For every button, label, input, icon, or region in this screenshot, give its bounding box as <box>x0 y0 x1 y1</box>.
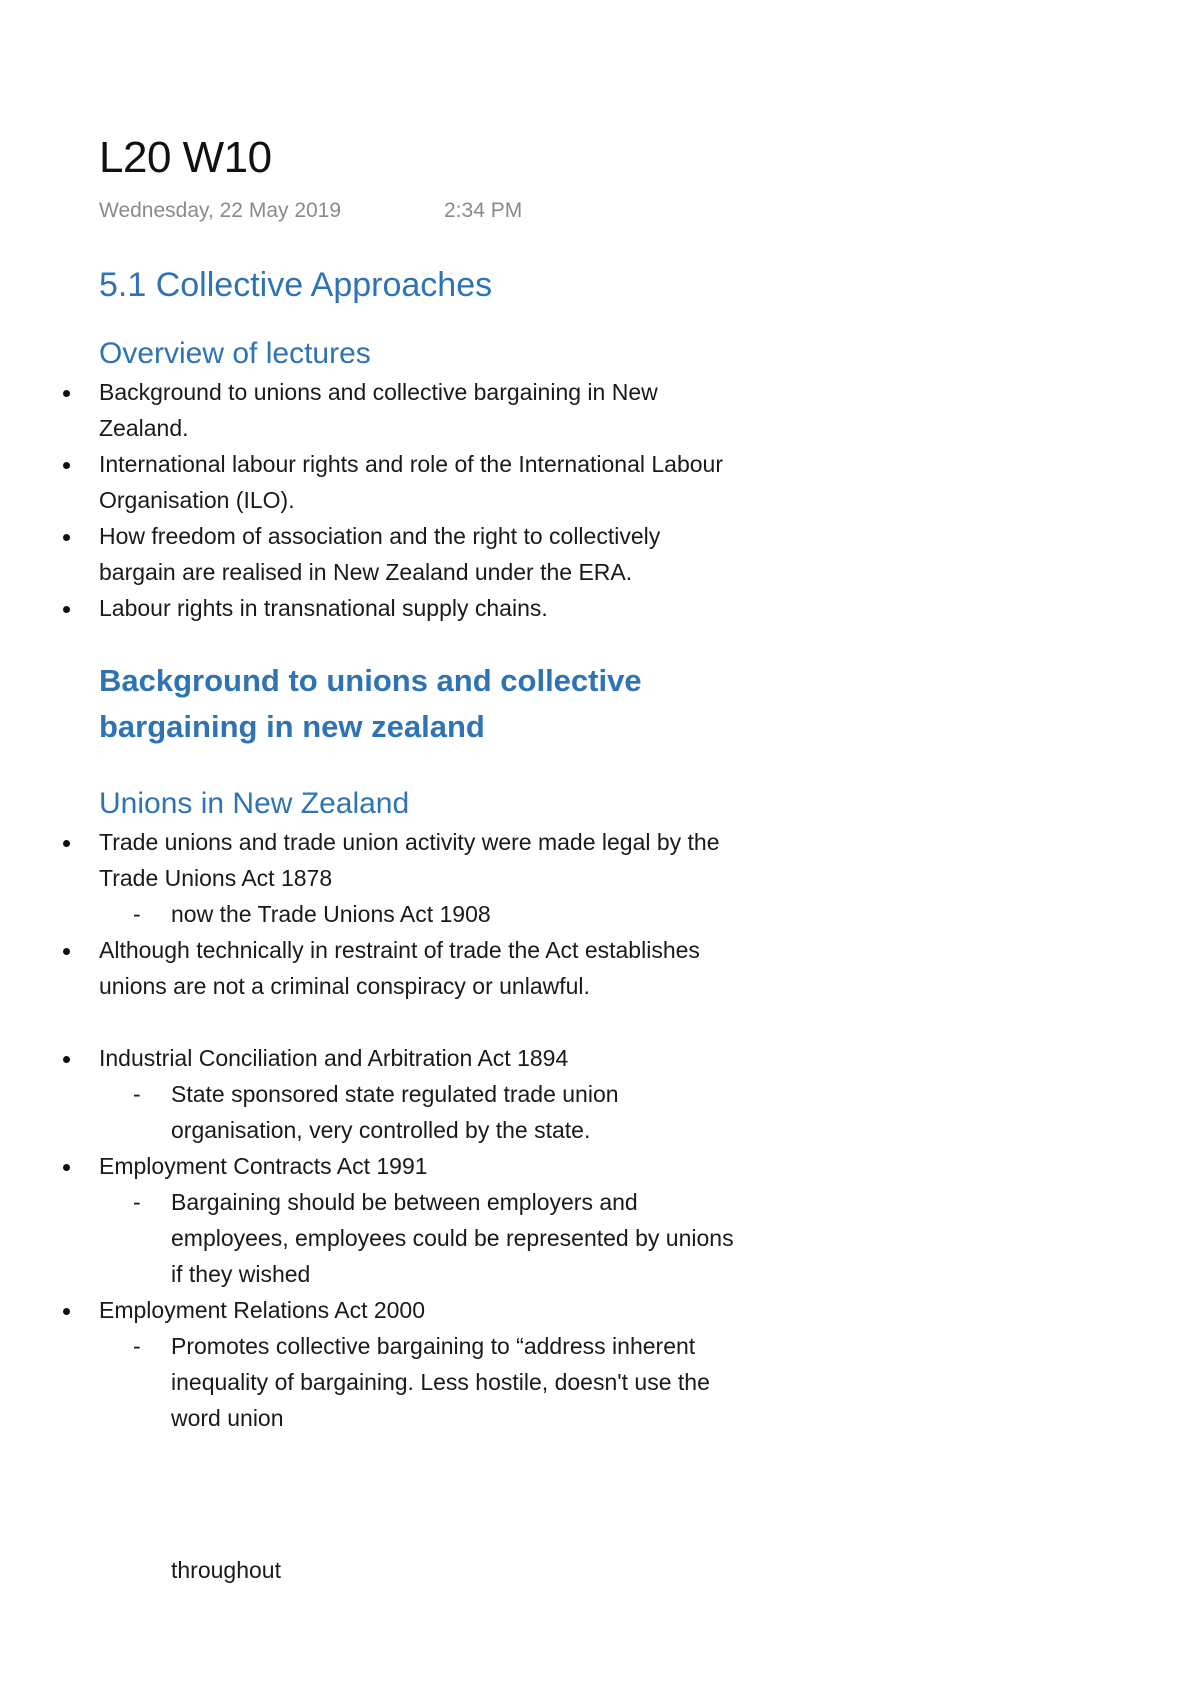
list-item <box>99 1148 739 1292</box>
sub-list-item-text: now the Trade Unions Act 1908 <box>171 901 491 927</box>
list-item-text: Employment Relations Act 2000 <box>99 1297 426 1323</box>
note-timestamp <box>99 196 739 226</box>
overview-list <box>99 374 739 626</box>
sub-list <box>99 896 739 932</box>
bullet-icon <box>63 1308 70 1315</box>
list-item-text: Industrial Conciliation and Arbitration Act 1894 <box>99 1045 569 1071</box>
list-item <box>99 446 739 518</box>
sub-list-item: - now the Trade Unions Act 1908 <box>133 901 491 927</box>
list-item <box>99 1292 739 1436</box>
bullet-icon <box>63 948 70 955</box>
list-item <box>99 932 739 1004</box>
list-item-text: Although technically in restraint of trade the Act establishes unions are not a criminal conspiracy or unlawful. <box>99 937 700 999</box>
subheading-unions: Unions in New Zealand <box>99 787 410 820</box>
cut-off-text: throughout <box>171 1557 281 1583</box>
bullet-icon <box>63 840 70 847</box>
note-page <box>99 130 739 1436</box>
list-item-text: Trade unions and trade union activity were made legal by the Trade Unions Act 1878 <box>99 829 720 891</box>
section-heading-background: Background to unions and collective bargaining in new zealand <box>99 663 642 744</box>
sub-list <box>99 1328 739 1436</box>
section-heading-collective-approaches: 5.1 Collective Approaches <box>99 266 493 304</box>
bullet-icon <box>63 462 70 469</box>
subheading-overview: Overview of lectures <box>99 337 371 370</box>
list-item <box>99 590 739 626</box>
sub-list-item-text: State sponsored state regulated trade union organisation, very controlled by the state. <box>171 1081 619 1143</box>
list-item-text: Labour rights in transnational supply chains. <box>99 595 548 621</box>
bullet-icon <box>63 390 70 397</box>
sub-list-item: - Promotes collective bargaining to “address inherent inequality of bargaining. Less hostile, doesn't use the word union <box>133 1333 710 1431</box>
bullet-icon <box>63 1056 70 1063</box>
page-title: L20 W10 <box>99 133 272 182</box>
list-item-text: International labour rights and role of the International Labour Organisation (ILO). <box>99 451 723 513</box>
note-time: 2:34 PM <box>444 199 523 222</box>
sub-list-item: - State sponsored state regulated trade union organisation, very controlled by the state. <box>133 1081 619 1143</box>
sub-list <box>99 1076 739 1148</box>
unions-list <box>99 824 739 1004</box>
list-item-text: Background to unions and collective bargaining in New Zealand. <box>99 379 658 441</box>
list-item <box>99 824 739 932</box>
list-item-text: How freedom of association and the right to collectively bargain are realised in New Zealand under the ERA. <box>99 523 661 585</box>
sub-list-item-text: Bargaining should be between employers and employees, employees could be represented by unions if they wished <box>171 1189 734 1287</box>
list-item-text: Employment Contracts Act 1991 <box>99 1153 428 1179</box>
sub-list-item-text: Promotes collective bargaining to “address inherent inequality of bargaining. Less hostile, doesn't use the word union <box>171 1333 710 1431</box>
bullet-icon <box>63 1164 70 1171</box>
acts-list <box>99 1040 739 1436</box>
list-item <box>99 374 739 446</box>
sub-list <box>99 1184 739 1292</box>
list-item <box>99 1040 739 1148</box>
cut-off-text-line <box>171 1557 331 1583</box>
bullet-icon <box>63 606 70 613</box>
bullet-icon <box>63 534 70 541</box>
note-date: Wednesday, 22 May 2019 <box>99 199 342 222</box>
list-item <box>99 518 739 590</box>
sub-list-item: - Bargaining should be between employers and employees, employees could be represented by unions if they wished <box>133 1189 734 1287</box>
